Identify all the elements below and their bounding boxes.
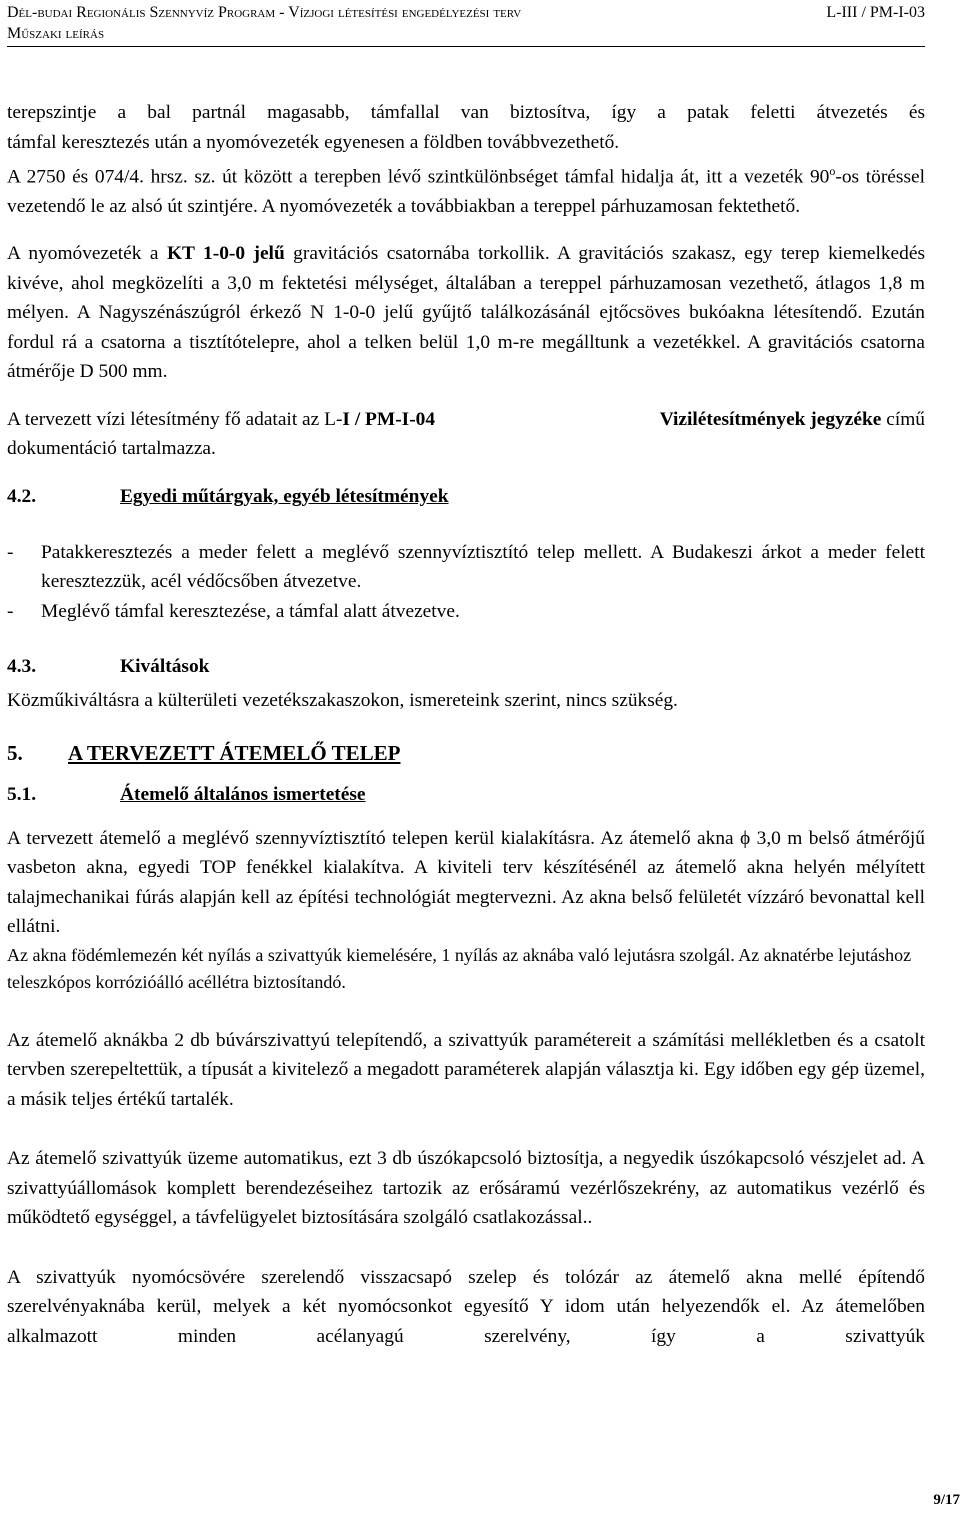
- reference-text-b: című: [881, 408, 925, 430]
- gravity-text-a: A nyomóvezeték a: [7, 243, 167, 265]
- pump-station-paragraph-1: A tervezett átemelő a meglévő szennyvíztisztító telepen kerül kialakításra. Az átemelő akna ϕ 3,0 m belső átmérőjű vasbeton akna, egyedi TOP fenékkel kialakítva. A kiviteli terv készítésénél az átemelő akna helyén mélyített talajmechanikai fúrás alapján kell az építési technológiát megtervezni. Az akna belső felületét vízzáró bevonattal kell ellátni.: [7, 827, 925, 938]
- section-number: 5.: [7, 740, 23, 765]
- document-page: [7, 0, 925, 1351]
- section-number: 4.2.: [7, 485, 37, 507]
- pump-station-paragraph-2: Az akna födémlemezén két nyílás a szivattyúk kiemelésére, 1 nyílás az aknába való lejutásra szolgál. Az aknatérbe lejutáshoz teleszkópos korrózióálló acéllétra biztosítandó.: [7, 944, 912, 992]
- section-number: 5.1.: [7, 783, 37, 805]
- page-header: [7, 0, 925, 47]
- gravity-text-b: gravitációs csatornába torkollik. A gravitációs szakasz, egy terep kiemelkedés kivéve, ahol megközelíti a 3,0 m fektetési mélységet, általában a tereppel párhuzamosan vezethető, átlagos 1,8 m mélyen. A Nagyszénászúgról érkező N 1-0-0 jelű gyűjtő találkozásánál ejtőcsöves bukóakna létesítendő. Ezután fordul rá a csatorna a tisztítótelepre, ahol a telken belül 1,0 m-re megálltunk a vezetékkel. A gravitációs csatorna átmérője D 500 mm.: [7, 243, 925, 383]
- list-item-text: Meglévő támfal keresztezése, a támfal alatt átvezetve.: [41, 600, 460, 622]
- header-title: Dél-budai Regionális Szennyvíz Program - Vízjogi létesítési engedélyezési terv: [7, 4, 522, 21]
- reference-line-2: dokumentáció tartalmazza.: [7, 438, 216, 460]
- reference-doc-title: Vizilétesítmények jegyzéke: [659, 408, 882, 430]
- section-title: Kiváltások: [120, 656, 210, 678]
- pump-station-paragraph-4: Az átemelő szivattyúk üzeme automatikus, ezt 3 db úszókapcsoló biztosítja, a negyedik úszókapcsoló vészjelet ad. A szivattyúállomások komplett berendezéseihez tartozik az erősáramú vezérlőszekrény, az automatikus vezérlő és működtető egységgel, a távfelügyelet biztosítására szolgáló csatlakozással..: [7, 1148, 925, 1229]
- list-item-text: Patakkeresztezés a meder felett a meglévő szennyvíztisztító telep mellett. A Budakeszi árkot a meder felett keresztezzük, acél védőcsőben átvezetve.: [41, 541, 925, 593]
- reference-paragraph: [7, 405, 925, 435]
- pump-station-paragraph-3: Az átemelő aknákba 2 db búvárszivattyú telepítendő, a szivattyúk paramétereit a számítási mellékletben és a csatolt tervben szerepeltettük, a típusát a kivitelező a megadott paraméterek alapján választja ki. Egy időben egy gép üzemel, a másik teljes értékű tartalék.: [7, 1029, 925, 1110]
- section-title: Egyedi műtárgyak, egyéb létesítmények: [120, 485, 449, 507]
- reference-text-a: A tervezett vízi létesítmény fő adatait az L-: [7, 408, 343, 430]
- intro-paragraph-2: [7, 157, 925, 221]
- intro-paragraph-1-end: [7, 128, 925, 158]
- intro-line-2: támfal keresztezés után a nyomóvezeték egyenesen a földben továbbvezethető.: [7, 131, 620, 153]
- intro-p2-part-b: -os töréssel vezetendő le az alsó út szintjére. A nyomóvezeték a továbbiakban a tereppel párhuzamosan fektethető.: [7, 166, 926, 217]
- intro-line-1: terepszintje a bal partnál magasabb, támfallal van biztosítva, így a patak feletti átvezetés és: [7, 102, 925, 123]
- section-4-3-text: Közműkiváltásra a külterületi vezetékszakaszokon, ismereteink szerint, nincs szükség.: [7, 690, 678, 712]
- reference-doc-code: I / PM-I-04: [342, 408, 436, 430]
- reference-left: [7, 405, 552, 435]
- page-number: 9/17: [933, 1492, 960, 1508]
- gravity-paragraph: [7, 239, 925, 387]
- section-heading-4-3: [7, 652, 925, 682]
- header-subtitle: Műszaki leírás: [7, 25, 105, 42]
- header-doc-code: L-III / PM-I-03: [826, 4, 925, 21]
- list-dash: -: [7, 600, 14, 622]
- section-heading-5-1: [7, 780, 925, 810]
- list-item: [7, 538, 925, 597]
- intro-p2-part-a: A 2750 és 074/4. hrsz. sz. út között a terepben lévő szintkülönbséget támfal hidalja át, itt a vezeték 90: [7, 166, 830, 188]
- section-title: A TERVEZETT ÁTEMELŐ TELEP: [68, 740, 401, 765]
- section-heading-4-2: [7, 482, 925, 512]
- degree-mark: o: [829, 164, 836, 178]
- section-title: Átemelő általános ismertetése: [120, 783, 366, 805]
- facilities-list: [7, 538, 925, 627]
- list-dash: -: [7, 541, 14, 563]
- intro-paragraph-1: [7, 98, 925, 128]
- gravity-code: KT 1-0-0 jelű: [166, 243, 285, 265]
- section-heading-5: [7, 738, 925, 768]
- reference-right: [660, 405, 925, 435]
- section-number: 4.3.: [7, 656, 37, 678]
- pump-station-paragraph-5: A szivattyúk nyomócsövére szerelendő visszacsapó szelep és tolózár az átemelő akna mellé építendő szerelvényaknába kerül, melyek a két nyomócsonkot egyesítő Y idom után helyezendők el. Az átemelőben alkalmazott minden acélanyagú szerelvény, így a szivattyúk: [7, 1266, 925, 1347]
- list-item: [7, 597, 925, 627]
